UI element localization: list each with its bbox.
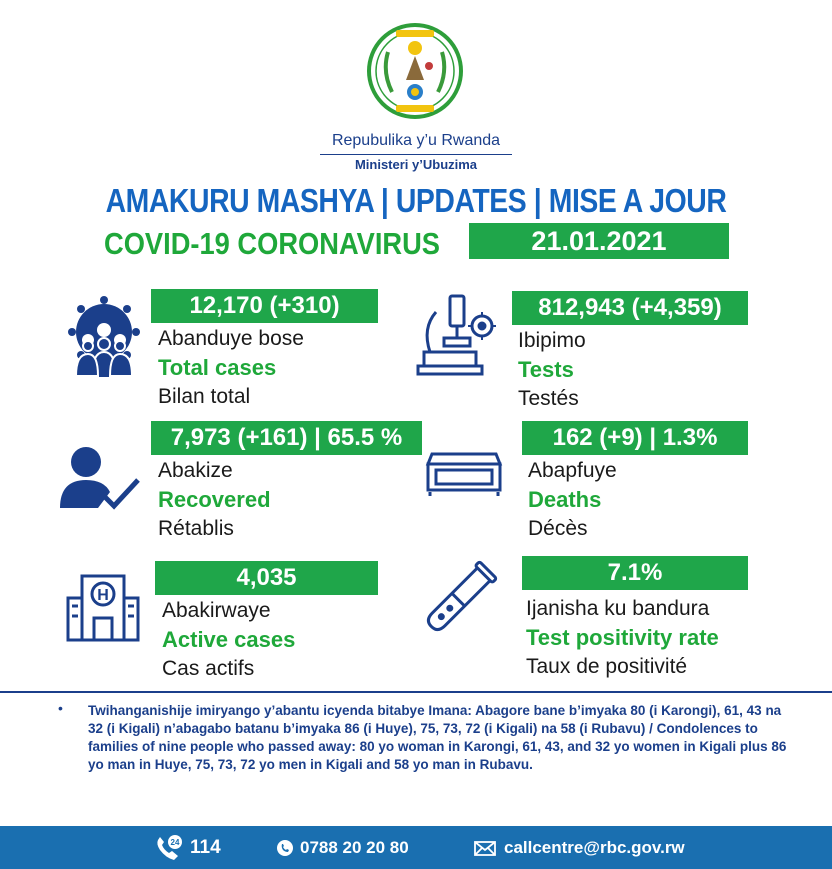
note-bullet: • — [58, 700, 63, 716]
active-cases-en: Active cases — [162, 627, 296, 652]
hotline-number[interactable]: 114 — [190, 837, 221, 858]
date-badge: 21.01.2021 — [469, 223, 729, 259]
positivity-rw: Ijanisha ku bandura — [526, 597, 710, 620]
condolence-note: Twihanganishije imiryango y’abantu icyenda bitabye Imana: Abagore bane b’imyaka 80 (i Karongi), 61, 43 na 32 (i Kigali) n’abagabo batanu b’imyaka 86 (i Huye), 75, 73, 72 (i Kigali) na 58 (i Rubavu) / Condolences to families of nine people who passed away: 80 yo woman in Karongi, 61, 43, and 32 yo women in Kigali plus 86 yo man in Huye, 75, 73, 72 yo men in Kigali and 58 yo man in Rubavu. — [88, 703, 787, 772]
total-cases-en: Total cases — [158, 355, 277, 380]
tests-value: 812,943 (+4,359) — [512, 291, 748, 325]
envelope-icon — [474, 841, 496, 856]
positivity-fr: Taux de positivité — [526, 655, 688, 678]
country-name: Repubulika y’u Rwanda — [331, 132, 501, 149]
active-cases-fr: Cas actifs — [162, 657, 255, 680]
ministry-name: Ministeri y’Ubuzima — [354, 157, 478, 172]
tests-en: Tests — [518, 357, 574, 382]
virus-people-icon — [64, 296, 144, 380]
page-title: AMAKURU MASHYA | UPDATES | MISE A JOUR — [105, 182, 727, 219]
total-cases-value: 12,170 (+310) — [151, 289, 378, 323]
page-subtitle: COVID-19 CORONAVIRUS — [104, 226, 440, 261]
recovered-en: Recovered — [158, 487, 271, 512]
positivity-en: Test positivity rate — [526, 625, 719, 650]
coat-of-arms-emblem — [366, 22, 464, 120]
coffin-icon — [424, 450, 504, 496]
positivity-value: 7.1% — [522, 556, 748, 590]
deaths-fr: Décès — [528, 517, 588, 540]
phone-24-icon — [154, 834, 184, 862]
tests-fr: Testés — [518, 387, 579, 410]
active-cases-rw: Abakirwaye — [162, 599, 271, 622]
whatsapp-number[interactable]: 0788 20 20 80 — [300, 838, 409, 857]
hospital-icon — [66, 570, 140, 642]
test-tube-icon — [416, 556, 502, 642]
deaths-rw: Abapfuye — [528, 459, 617, 482]
svg-text:H: H — [97, 587, 109, 604]
total-cases-fr: Bilan total — [158, 385, 251, 408]
recovered-value: 7,973 (+161) | 65.5 % — [151, 421, 422, 455]
recovered-rw: Abakize — [158, 459, 233, 482]
email-link[interactable]: callcentre@rbc.gov.rw — [504, 838, 685, 857]
hotline-badge: 24 — [170, 838, 180, 847]
deaths-value: 162 (+9) | 1.3% — [522, 421, 748, 455]
deaths-en: Deaths — [528, 487, 602, 512]
total-cases-rw: Abanduye bose — [158, 327, 304, 350]
person-check-icon — [58, 444, 142, 514]
recovered-fr: Rétablis — [158, 517, 234, 540]
active-cases-value: 4,035 — [155, 561, 378, 595]
header-divider — [320, 154, 512, 155]
whatsapp-icon — [276, 839, 294, 857]
section-divider — [0, 691, 832, 693]
microscope-icon — [414, 292, 500, 378]
tests-rw: Ibipimo — [518, 329, 586, 352]
footer-bar — [0, 826, 832, 869]
